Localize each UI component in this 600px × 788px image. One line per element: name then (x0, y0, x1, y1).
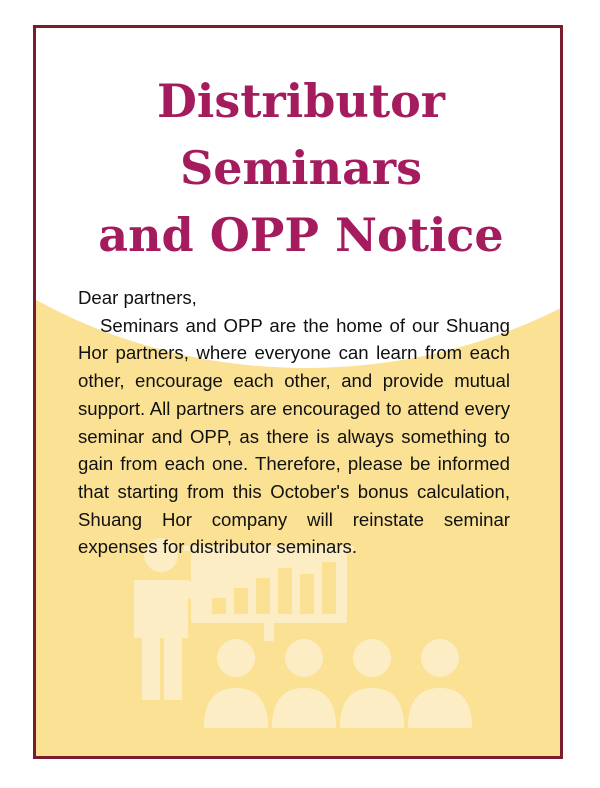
notice-body (78, 284, 510, 561)
body-paragraph: Seminars and OPP are the home of our Shuang Hor partners, where everyone can learn from each other, encourage each other, and provide mutual support. All partners are encouraged to attend every seminar and OPP, as there is always something to gain from each one. Therefore, please be informed that starting from this October's bonus calculation, Shuang Hor company will reinstate seminar expenses for distributor seminars. (78, 314, 510, 558)
notice-title (36, 68, 563, 269)
title-line-1: Distributor (157, 74, 445, 128)
greeting: Dear partners, (78, 287, 197, 308)
title-line-2: Seminars (179, 141, 423, 195)
title-line-3: and OPP Notice (98, 208, 504, 262)
notice-frame (33, 25, 563, 759)
